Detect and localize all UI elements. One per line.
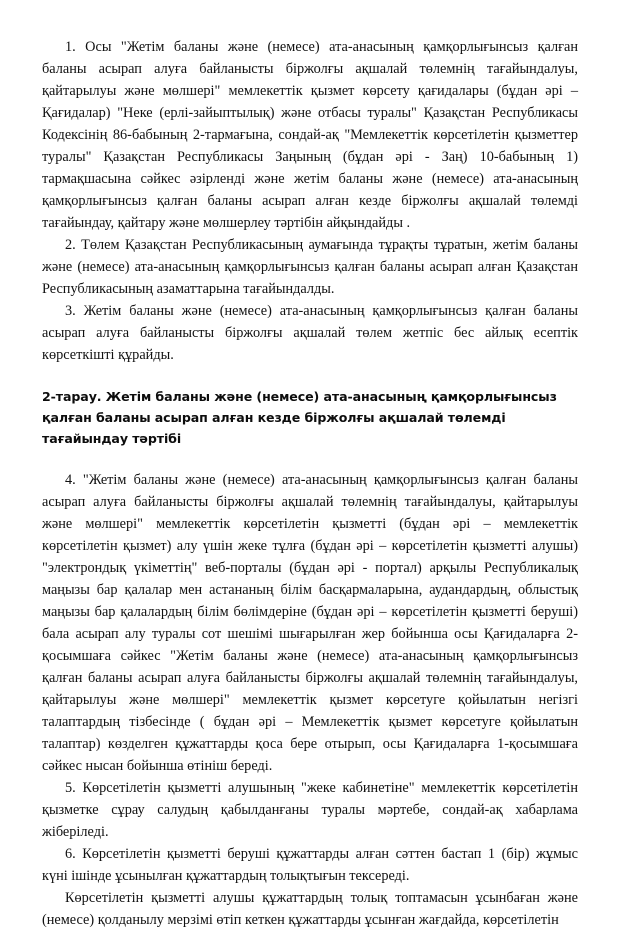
paragraph-6: 6. Көрсетілетін қызметті беруші құжаттарды алған сәттен бастап 1 (бір) жұмыс күні ішінде ұсынылған құжаттардың толықтығын тексереді. xyxy=(42,846,578,884)
document-text-body xyxy=(42,36,578,931)
paragraph-7-continuation: Көрсетілетін қызметті алушы құжаттардың толық топтамасын ұсынбаған және (немесе) қолданылу мерзімі өтіп кеткен құжаттарды ұсынған жағдайда, көрсетілетін xyxy=(42,890,578,928)
paragraph-2: 2. Төлем Қазақстан Республикасының аумағында тұрақты тұратын, жетім баланы және (немесе) ата-анасының қамқорлығынсыз қалған баланы асырап алған Қазақстан Республикасының азаматтарына тағайындалды. xyxy=(42,237,578,297)
paragraph-4: 4. "Жетім баланы және (немесе) ата-анасының қамқорлығынсыз қалған баланы асырап алуға байланысты біржолғы ақшалай төлемнің тағайындалуы, қайтарылуы және мөлшері" мемлекеттік көрсетілетін қызметті (бұдан әрі – мемлекеттік көрсетілетін қызмет) алу үшін жеке тұлға (бұдан әрі – көрсетілетін қызметті алушы) "электрондық үкіметтің" веб-порталы (бұдан әрі - портал) арқылы Республикалық маңызы бар қалалар мен астананың білім басқармаларына, аудандардың, облыстық маңызы бар қалалардың білім бөлімдеріне (бұдан әрі – көрсетілетін қызметті беруші) бала асырап алу туралы сот шешімі шығарылған жер бойынша осы Қағидаларға 2-қосымшаға сәйкес "Жетім баланы және (немесе) ата-анасының қамқорлығынсыз қалған баланы асырап алуға байланысты біржолғы ақшалай төлемнің тағайындалуы, қайтарылуы және мөлшері" мемлекеттік қызмет көрсетуге қойылатын негізгі талаптардың тізбесінде ( бұдан әрі – Мемлекеттік қызмет көрсетуге қойылатын талаптар) көзделген құжаттарды қоса бере отырып, осы Қағидаларға 1-қосымшаға сәйкес нысан бойынша өтініш береді. xyxy=(42,472,578,774)
paragraph-5: 5. Көрсетілетін қызметті алушының "жеке кабинетіне" мемлекеттік көрсетілетін қызметке сұрау салудың қабылданғаны туралы мәртебе, сондай-ақ хабарлама жіберіледі. xyxy=(42,780,578,840)
paragraph-3: 3. Жетім баланы және (немесе) ата-анасының қамқорлығынсыз қалған баланы асырап алуға байланысты біржолғы ақшалай төлем жетпіс бес айлық есептік көрсеткішті құрайды. xyxy=(42,303,578,363)
spacer-before-heading xyxy=(42,366,578,386)
chapter-2-heading: 2-тарау. Жетім баланы және (немесе) ата-анасының қамқорлығынсыз қалған баланы асырап алған кезде біржолғы ақшалай төлемді тағайындау тәртібі xyxy=(42,389,557,446)
spacer-after-heading xyxy=(42,449,578,469)
paragraph-1: 1. Осы "Жетім баланы және (немесе) ата-анасының қамқорлығынсыз қалған баланы асырап алуға байланысты біржолғы ақшалай төлемнің тағайындалуы, қайтарылуы және мөлшері" мемлекеттік қызмет көрсету қағидалары (бұдан әрі – Қағидалар) "Неке (ерлі-зайыптылық) және отбасы туралы" Қазақстан Республикасы Кодексінің 86-бабының 2-тармағына, сондай-ақ "Мемлекеттік көрсетілетін қызметтер туралы" Қазақстан Республикасы Заңының (бұдан әрі - Заң) 10-бабының 1) тармақшасына сәйкес әзірленді және жетім баланы және (немесе) ата-анасының қамқорлығынсыз қалған баланы асырап алған кезде біржолғы ақшалай төлемді тағайындау, қайтару және мөлшерлеу тәртібін айқындайды . xyxy=(42,39,578,231)
